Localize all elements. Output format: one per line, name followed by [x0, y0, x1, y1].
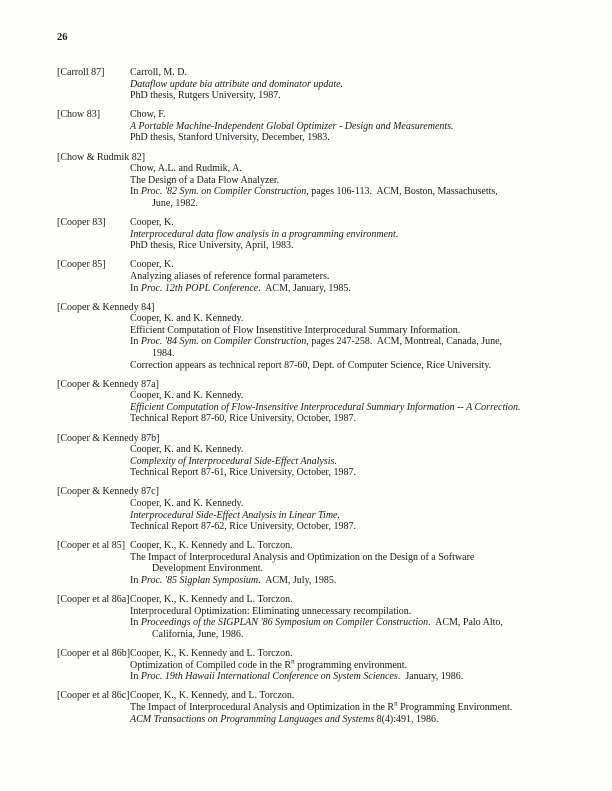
citation-line: [130, 336, 578, 348]
citation-text: Chow, A.L. and Rudmik, A.: [130, 163, 242, 175]
citation-text: programming environment.: [294, 659, 408, 671]
citation-line: [130, 521, 578, 533]
citation-text: Efficient Computation of Flow Insenstitive Interprocedural Summary Information.: [130, 324, 461, 336]
citation-line: [130, 510, 578, 522]
citation-body: [130, 217, 578, 252]
citation-text: 8(4):491, 1986.: [374, 713, 439, 725]
citation-text: Interprocedural Optimization: Eliminating unnecessary recompilation.: [130, 605, 412, 617]
citation-title-italic: Complexity of Interprocedural Side-Effect Analysis.: [130, 455, 337, 467]
citation-text: June, 1982.: [152, 197, 198, 209]
citation-line: [130, 313, 578, 325]
citation-line: [130, 444, 578, 456]
superscript-n: n: [291, 657, 295, 666]
citation-label: [Carroll 87]: [57, 67, 105, 78]
citation-line: [130, 325, 578, 337]
citation-body: [130, 690, 578, 725]
citation-text: , pages 106-113. ACM, Boston, Massachusetts,: [306, 186, 498, 198]
citation-text: Cooper, K. and K. Kennedy.: [130, 390, 244, 402]
superscript-n: n: [394, 699, 398, 708]
citation-line: [130, 90, 578, 102]
citation-line: [130, 575, 578, 587]
citation-text: The Impact of Interprocedural Analysis and Optimization on the Design of a Software: [130, 551, 475, 563]
citation-line: [130, 671, 578, 683]
citation-line: [130, 563, 578, 575]
citation-line: [130, 657, 578, 672]
bibliography-entry: [57, 302, 578, 372]
citation-line: [130, 648, 578, 660]
bibliography-entry: [57, 109, 578, 144]
citation-text: . ACM, January, 1985.: [258, 282, 351, 294]
citation-body: [130, 498, 578, 533]
bibliography-entry: [57, 217, 578, 252]
citation-body: [130, 594, 578, 640]
citation-label: [Cooper & Kennedy 87b]: [57, 432, 160, 444]
citation-text: In: [130, 282, 141, 294]
citation-label: [Cooper et al 86a]: [57, 594, 130, 606]
citation-text: Technical Report 87-61, Rice University, October, 1987.: [130, 467, 356, 479]
citation-line: [130, 456, 578, 468]
citation-text: Carroll, M. D.: [130, 67, 187, 78]
citation-text: In: [130, 617, 141, 629]
citation-line: [130, 498, 578, 510]
citation-title-italic: Dataflow update bia attribute and dominator update.: [130, 78, 344, 90]
citation-line: [130, 132, 578, 144]
citation-line: [130, 259, 578, 271]
citation-line: [130, 629, 578, 641]
citation-line: [130, 229, 578, 241]
citation-body: [130, 540, 578, 586]
citation-text: In: [130, 186, 141, 198]
citation-line: [130, 413, 578, 425]
citation-text: The Impact of Interprocedural Analysis and Optimization in the R: [130, 701, 395, 713]
bibliography-entry: [57, 690, 578, 725]
citation-title-italic: Proceedings of the SIGPLAN '86 Symposium on Compiler Construction: [140, 617, 429, 629]
citation-text: , pages 247-258. ACM, Montreal, Canada, June,: [306, 336, 503, 348]
citation-label: [Chow & Rudmik 82]: [57, 151, 146, 163]
citation-line: [130, 79, 578, 91]
citation-body: [130, 444, 578, 479]
citation-line: [130, 617, 578, 629]
bibliography-entry: [57, 594, 578, 640]
citation-text: California, June, 1986.: [152, 628, 244, 640]
citation-body: [130, 648, 578, 683]
citation-line: [130, 348, 578, 360]
citation-line: [130, 360, 578, 372]
citation-line: [130, 552, 578, 564]
citation-label: [Cooper & Kennedy 84]: [57, 301, 155, 313]
citation-line: [130, 67, 578, 79]
bibliography-list: [57, 67, 578, 725]
citation-body: [130, 259, 578, 294]
citation-title-italic: ACM Transactions on Programming Languages and Systems: [130, 713, 375, 725]
citation-text: Cooper, K., K. Kennedy and L. Torczon.: [130, 648, 293, 660]
citation-title-italic: Proc. '85 Sigplan Symposium: [140, 575, 259, 587]
page-number: 26: [57, 32, 68, 43]
citation-line: [130, 217, 578, 229]
citation-text: Cooper, K., K. Kennedy, and L. Torczon.: [130, 690, 295, 702]
citation-line: [130, 594, 578, 606]
citation-title-italic: Efficient Computation of Flow-Insensitive Interprocedural Summary Information -- A Correction.: [130, 401, 521, 413]
citation-text: 1984.: [152, 347, 175, 359]
citation-line: [130, 175, 578, 187]
bibliography-entry: [57, 259, 578, 294]
citation-text: . ACM, July, 1985.: [258, 575, 337, 587]
citation-text: Cooper, K.: [130, 259, 174, 271]
citation-line: [130, 699, 578, 714]
citation-line: [130, 240, 578, 252]
citation-text: . January, 1986.: [397, 671, 464, 683]
citation-label: [Cooper & Kennedy 87c]: [57, 486, 159, 498]
citation-line: [130, 121, 578, 133]
citation-title-italic: Proc. '84 Sym. on Compiler Construction: [140, 336, 307, 348]
citation-line: [130, 109, 578, 121]
citation-body: [130, 109, 578, 144]
citation-line: [130, 606, 578, 618]
citation-body: [130, 313, 578, 371]
citation-text: Programming Environment.: [397, 701, 513, 713]
citation-text: Correction appears as technical report 87-60, Dept. of Computer Science, Rice University.: [130, 359, 492, 371]
bibliography-entry: [57, 433, 578, 479]
citation-line: [130, 186, 578, 198]
citation-label: [Cooper et al 85]: [57, 540, 126, 552]
citation-label: [Cooper 85]: [57, 259, 106, 271]
citation-text: PhD thesis, Stanford University, December, 1983.: [130, 132, 330, 144]
bibliography-entry: [57, 540, 578, 586]
citation-text: Analyzing aliases of reference formal parameters.: [130, 270, 330, 282]
citation-text: In: [130, 575, 141, 587]
citation-body: [130, 67, 578, 102]
citation-title-italic: Proc. '82 Sym. on Compiler Construction: [140, 186, 307, 198]
citation-text: Cooper, K., K. Kennedy and L. Torczon.: [130, 594, 293, 606]
bibliography-entry: [57, 486, 578, 532]
citation-title-italic: Interprocedural Side-Effect Analysis in Linear Time.: [130, 509, 340, 521]
citation-line: [130, 163, 578, 175]
citation-text: Cooper, K.: [130, 217, 174, 229]
citation-label: [Chow 83]: [57, 109, 101, 121]
citation-text: In: [130, 671, 141, 683]
citation-text: Chow, F.: [130, 109, 166, 121]
citation-text: Cooper, K. and K. Kennedy.: [130, 313, 244, 325]
citation-line: [130, 198, 578, 210]
citation-text: . ACM, Palo Alto,: [428, 617, 503, 629]
bibliography-entry: [57, 67, 578, 102]
bibliography-entry: [57, 379, 578, 425]
citation-line: [130, 271, 578, 283]
citation-text: Cooper, K., K. Kennedy and L. Torczon.: [130, 540, 293, 552]
citation-line: [130, 690, 578, 702]
citation-line: [130, 283, 578, 295]
citation-line: [130, 467, 578, 479]
citation-text: PhD thesis, Rice University, April, 1983.: [130, 240, 294, 252]
citation-label: [Cooper 83]: [57, 217, 106, 229]
citation-text: Technical Report 87-60, Rice University, October, 1987.: [130, 413, 356, 425]
citation-line: [130, 390, 578, 402]
citation-body: [130, 163, 578, 209]
citation-text: Technical Report 87-62, Rice University, October, 1987.: [130, 521, 356, 533]
citation-title-italic: A Portable Machine-Independent Global Optimizer - Design and Measurements.: [130, 120, 454, 132]
citation-text: Development Environment.: [152, 563, 264, 575]
citation-text: PhD thesis, Rutgers University, 1987.: [130, 90, 281, 102]
bibliography-entry: [57, 648, 578, 683]
citation-label: [Cooper et al 86c]: [57, 690, 130, 702]
citation-line: [130, 714, 578, 726]
citation-line: [130, 402, 578, 414]
citation-text: Cooper, K. and K. Kennedy.: [130, 444, 244, 456]
citation-text: The Design of a Data Flow Analyzer.: [130, 174, 280, 186]
citation-line: [130, 540, 578, 552]
citation-text: In: [130, 336, 141, 348]
citation-title-italic: Proc. 12th POPL Conference: [140, 282, 259, 294]
citation-text: Cooper, K. and K. Kennedy.: [130, 498, 244, 509]
citation-title-italic: Interprocedural data flow analysis in a programming environment.: [130, 228, 399, 240]
citation-label: [Cooper & Kennedy 87a]: [57, 378, 159, 390]
bibliography-entry: [57, 152, 578, 210]
citation-title-italic: Proc. 19th Hawaii International Conference on System Sciences: [140, 671, 398, 683]
citation-text: Optimization of Compiled code in the R: [130, 659, 292, 671]
citation-label: [Cooper et al 86b]: [57, 648, 131, 660]
citation-body: [130, 390, 578, 425]
